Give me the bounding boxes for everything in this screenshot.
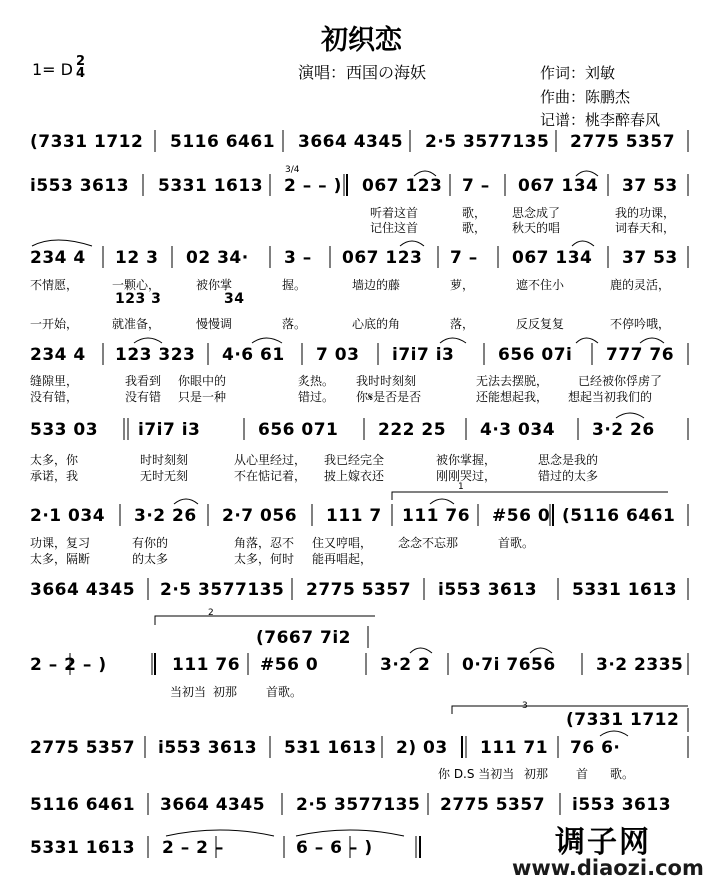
measure: 2775 5357 (30, 738, 136, 758)
transcriber-credit: 记谱：桃李醉春风 (540, 111, 661, 129)
lyric: 记住这首 (370, 221, 419, 235)
lyric: 刚刚哭过， (436, 469, 497, 483)
measure: 2) 03 (396, 738, 448, 758)
lyric: 歌。 (610, 767, 635, 781)
lyric: 能再唱起， (312, 552, 373, 566)
lyric: 已经被你俘虏了 (578, 374, 663, 388)
measure: 2·5 3577135 (160, 580, 285, 600)
measure: 3·2 2 (380, 655, 431, 675)
measure: 111 7 (326, 506, 382, 526)
measure: 3664 4345 (30, 580, 136, 600)
measure: 3664 4345 (160, 795, 266, 815)
lyricist-credit: 作词：刘敏 (540, 64, 616, 82)
measure: 3664 4345 (298, 132, 404, 152)
site-url: www.diaozi.com (512, 856, 704, 880)
volta-number: 3 (522, 701, 528, 711)
measure: 111 76 (402, 506, 471, 526)
measure: 2·5 3577135 (296, 795, 421, 815)
measure: 3·2 26 (134, 506, 197, 526)
lyric: 没有错 (125, 390, 162, 404)
lyric: 的太多 (132, 552, 169, 566)
lyric: 初那 (524, 767, 549, 781)
lyric: 被你掌握， (436, 453, 497, 467)
measure: 2 – 2 – ) (30, 655, 107, 675)
measure: #56 0 (492, 506, 551, 526)
lyric: 思念是我的 (538, 453, 599, 467)
measure: 2775 5357 (306, 580, 412, 600)
volta-number: 1 (458, 482, 464, 492)
lyric: 当初当 (170, 685, 207, 699)
lyric: 缝隙里， (30, 374, 79, 388)
lyric: 就准备， (112, 317, 161, 331)
measure: 2·7 056 (222, 506, 298, 526)
lyric: 功课，复习 (30, 536, 91, 550)
lyric: 初那 (213, 685, 238, 699)
lyric: 我时时刻刻 (356, 374, 417, 388)
lyric: 落， (450, 317, 475, 331)
lyric: 时时刻刻 (140, 453, 189, 467)
measure: 067 123 (342, 248, 423, 268)
meter-change: 3/4 (285, 165, 300, 175)
measure: 2·1 034 (30, 506, 106, 526)
lyric: 不情愿， (30, 278, 79, 292)
measure: 5331 1613 (572, 580, 678, 600)
measure: i7i7 i3 (138, 420, 201, 440)
measure: 0·7i 7656 (462, 655, 556, 675)
lyric: 落。 (282, 317, 307, 331)
measure: 111 76 (172, 655, 241, 675)
measure: 3 – (284, 248, 312, 268)
measure: 531 1613 (284, 738, 377, 758)
measure: 02 34· (186, 248, 249, 268)
lyric: 你眼中的 (178, 374, 227, 388)
lyric: 萝， (450, 278, 475, 292)
measure: 656 071 (258, 420, 339, 440)
lyric: 我已经完全 (324, 453, 385, 467)
lyric: 一开始， (30, 317, 79, 331)
lyric: 慢慢调 (196, 317, 233, 331)
lyric: 歌， (462, 221, 487, 235)
lyric: 遮不住小 (516, 278, 565, 292)
lyric: 歌， (462, 206, 487, 220)
measure: i7i7 i3 (392, 345, 455, 365)
measure: 2 – 2 – (162, 838, 224, 858)
measure: 111 71 (480, 738, 549, 758)
measure: 067 134 (518, 176, 599, 196)
lyric: 还能想起我， (476, 390, 549, 404)
measure: (5116 6461 (562, 506, 676, 526)
lyric: 炙热。 (298, 374, 335, 388)
measure: 76 6· (570, 738, 621, 758)
measure: i553 3613 (438, 580, 538, 600)
measure: 2·5 3577135 (425, 132, 550, 152)
measure: 123 323 (115, 345, 196, 365)
lyric: 心底的角 (352, 317, 401, 331)
measure: 234 4 (30, 248, 86, 268)
lyric: 有你的 (132, 536, 169, 550)
measure: 7 – (462, 176, 490, 196)
key-signature: 1= D (32, 60, 73, 79)
measure: 7 – (450, 248, 478, 268)
lyric: 承诺，我 (30, 469, 79, 483)
measure: 5116 6461 (170, 132, 276, 152)
measure: 5116 6461 (30, 795, 136, 815)
measure: (7331 1712 (30, 132, 144, 152)
lyric: 念念不忘那 (398, 536, 459, 550)
measure: 777 76 (606, 345, 675, 365)
measure: 37 53 (622, 248, 678, 268)
lyric: 首歌。 (266, 685, 303, 699)
composer-credit: 作曲：陈鹏杰 (540, 88, 631, 106)
lyric: 首 (576, 767, 589, 781)
measure: 067 134 (512, 248, 593, 268)
measure: 656 07i (498, 345, 573, 365)
lyric: 披上嫁衣还 (324, 469, 385, 483)
lyric: 首歌。 (498, 536, 535, 550)
measure: (7331 1712 (566, 710, 680, 730)
measure: i553 3613 (30, 176, 130, 196)
measure: 37 53 (622, 176, 678, 196)
singer-credit: 演唱：西国の海妖 (298, 63, 427, 82)
measure: 3·2 26 (592, 420, 655, 440)
lyric: 太多，你 (30, 453, 79, 467)
measure: 6 – 6 – ) (296, 838, 373, 858)
measure: 4·6 61 (222, 345, 285, 365)
lyric: 秋天的唱 (512, 221, 561, 235)
lyric: 鹿的灵活， (610, 278, 671, 292)
measure: i553 3613 (572, 795, 672, 815)
lyric: 你 D.S 当初当 (438, 767, 515, 781)
time-signature: 2 4 (76, 54, 86, 81)
alt-measure: 34 (224, 291, 245, 307)
lyric: 错过的太多 (538, 469, 599, 483)
site-logo-text: 调子网 (555, 825, 651, 860)
measure: 5331 1613 (30, 838, 136, 858)
lyric: 想起当初我们的 (568, 390, 653, 404)
measure: 3·2 2335 (596, 655, 684, 675)
lyric: 无法去摆脱， (476, 374, 549, 388)
measure: 2775 5357 (440, 795, 546, 815)
lyric: 住又哼唱， (312, 536, 373, 550)
measure: 4·3 034 (480, 420, 556, 440)
lyric: 不在惦记着， (234, 469, 307, 483)
lyric: 太多，何时 (234, 552, 295, 566)
measure: 067 123 (362, 176, 443, 196)
measure: i553 3613 (158, 738, 258, 758)
lyric: 无时无刻 (140, 469, 189, 483)
lyric: 词春天和， (615, 221, 676, 235)
lyric: 听着这首 (370, 206, 419, 220)
lyric: 握。 (282, 278, 307, 292)
measure: 533 03 (30, 420, 99, 440)
lyric: 从心里经过， (234, 453, 307, 467)
measure: 2 – – ) (284, 176, 342, 196)
lyric: 没有错， (30, 390, 79, 404)
lyric: 我看到 (125, 374, 162, 388)
lyric: 错过。 (298, 390, 335, 404)
measure: (7667 7i2 (256, 628, 351, 648)
song-title: 初织恋 (321, 25, 402, 56)
measure: 2775 5357 (570, 132, 676, 152)
lyric: 一颗心， (112, 278, 161, 292)
lyric: 角落，忍不 (234, 536, 295, 550)
lyric: 只是一种 (178, 390, 227, 404)
volta-number: 2 (208, 608, 214, 618)
measure: #56 0 (260, 655, 319, 675)
measure: 234 4 (30, 345, 86, 365)
lyric: 反反复复 (516, 317, 565, 331)
measure: 222 25 (378, 420, 447, 440)
lyric: 墙边的藤 (352, 278, 401, 292)
lyric: 我的功课， (615, 206, 676, 220)
alt-measure: 123 3 (115, 291, 162, 307)
measure: 12 3 (115, 248, 159, 268)
lyric: 思念成了 (512, 206, 561, 220)
lyric: 不停吟哦， (610, 317, 671, 331)
measure: 5331 1613 (158, 176, 264, 196)
measure: 7 03 (316, 345, 360, 365)
lyric: 太多，隔断 (30, 552, 91, 566)
lyric: 被你掌 (196, 278, 233, 292)
lyric: 你𝄋是否是否 (356, 390, 422, 404)
